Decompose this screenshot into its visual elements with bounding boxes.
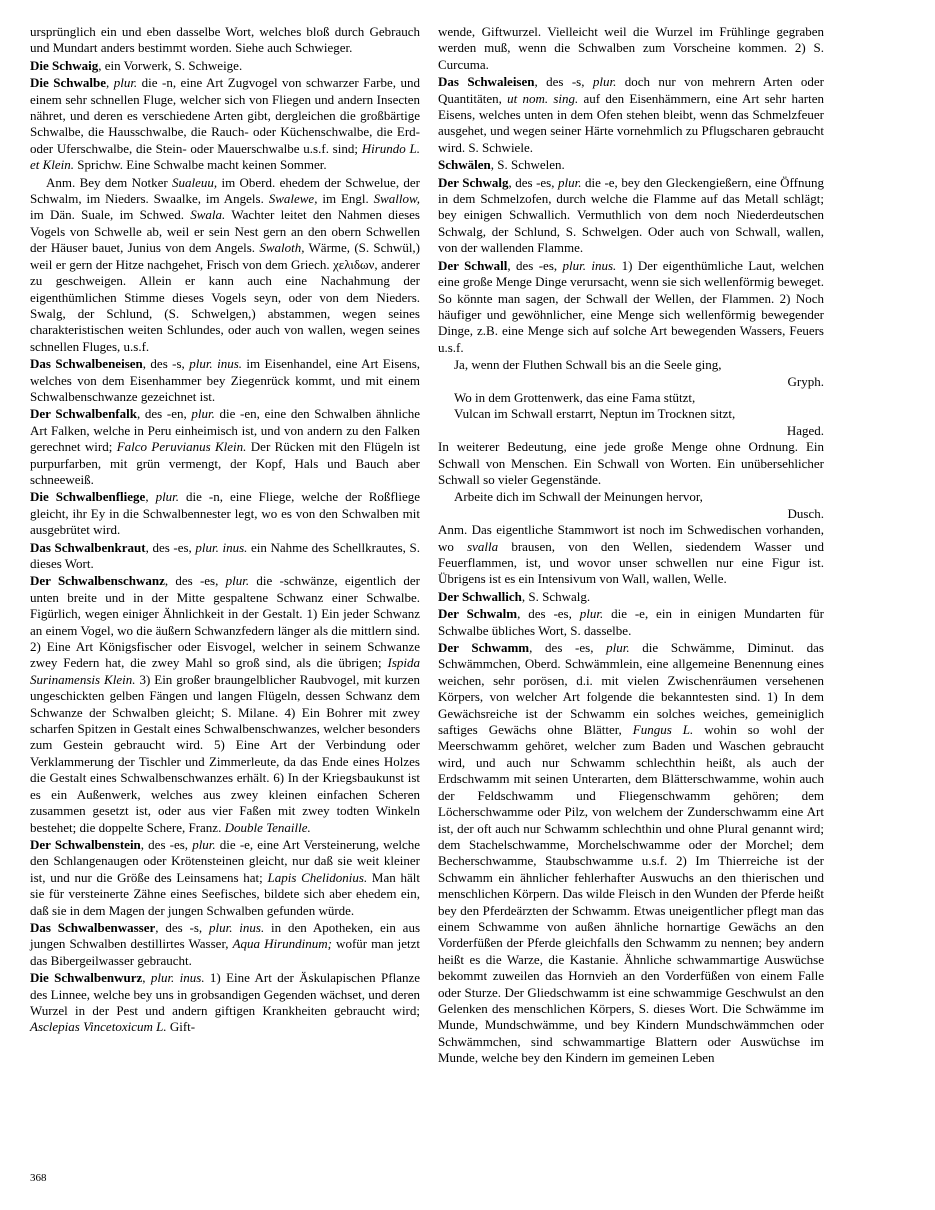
headword: Die Schwalbe: [30, 75, 106, 91]
quote-source: Dusch.: [787, 505, 824, 521]
quote-source: Haged.: [786, 422, 824, 438]
entry-schwalbenfalk: Der Schwalbenfalk, des -en, plur. die -en, eine den Schwalben ähnliche Art Falken, welche in Peru einheimisch ist, und von andern zu den Falken gerechnet wird; Falco Peruvianus Klein. Der Rücken mit den Flügeln ist purpurfarben, mit grün vermengt, der Kopf, Hals und Bauch aber schneeweiß.: [30, 406, 420, 487]
entry-schwallich: Der Schwallich, S. Schwalg.: [438, 588, 591, 604]
entry-schwalm: Der Schwalm, des -es, plur. die -e, ein in einigen Mundarten für Schwalbe übliches Wort, S. dasselbe.: [438, 606, 824, 638]
headword: Der Schwall: [438, 257, 508, 273]
entry-schwalbenfliege: Die Schwalbenfliege, plur. die -n, eine Fliege, welche der Roßfliege gleicht, ihr Ey in die Schwalbennester legt, wo es von den Schwalben mit ausgebrütet wird.: [30, 489, 421, 538]
page-number: 368: [30, 1172, 47, 1184]
paragraph-schwall-extended: In weiterer Bedeutung, eine jede große Menge ohne Ordnung. Ein Schwall von Menschen. Ein Schwall von Worten. Ein unübersehlicher Schwall so vieler Gegenstände.: [438, 439, 824, 487]
headword: Der Schwamm: [438, 640, 530, 656]
headword: Das Schwalbeneisen: [30, 356, 143, 372]
entry-schwaig: Die Schwaig, ein Vorwerk, S. Schweige.: [30, 57, 243, 73]
note-schwall: Anm. Das eigentliche Stammwort ist noch im Schwedischen vorhanden, wo svalla brausen, von den Wellen, siedendem Wasser und Feuerflammen, ist, und wovor unser schwellen nur eine Figur ist. Übrigens ist es ein Intensivum von Wall, wallen, Welle.: [438, 522, 824, 587]
left-column: [30, 24, 420, 1037]
headword: Der Schwalbenschwanz: [30, 573, 165, 589]
note-schwalbe: Anm. Bey dem Notker Sualeuu, im Oberd. ehedem der Schwelue, der Schwalm, im Nieders. Swaalke, im Angels. Swalewe, im Engl. Swallow, im Dän. Suale, im Schwed. Swala. Wachter leitet den Nahmen dieses Vogels von Schwelle ab, weil er sein Nest gern an den obern Schwellen der Häuser bauet, Junius von dem Angels. Swaloth, Wärme, (S. Schwül,) weil er gern der Hitze nachgehet, Frisch von dem Griech. χελιδων, anderer zu geschweigen. Allein er kann auch eine Nachahmung der eigenthümlichen Stimme dieses Vogels seyn, oder von dem Nieders. Swalg, der Schlund, (S. Schwelgen,) abstammen, wegen seines charakteristischen weiten Schlundes, oder auch von wallen, wegen seines schnellen Fluges, u.s.f.: [30, 174, 421, 354]
entry-schwalbenschwanz: Der Schwalbenschwanz, des -es, plur. die -schwänze, eigentlich der unten breite und in der Mitte gespaltene Schwanz einer Schwalbe. Figürlich, wegen einiger Ähnlichkeit in der Gestalt. 1) Ein jeder Schwanz an einem Vogel, wo die äußern Schwanzfedern länger als die mittlern sind. 2) Eine Art Königsfischer oder Eisvogel, welcher in seinem Schwanze zwey Federn hat, die zwey Mahl so groß sind, als die übrigen; Ispida Surinamensis Klein. 3) Ein großer braungelblicher Raubvogel, mit kurzen ungeschickten gelben Fängen und langen Flügeln, dessen Schwanz dem Schwanze der Schwalben gleicht; S. Milane. 4) Ein Bohrer mit zwey scharfen Spitzen in Gestalt eines Schwalbenschwanzes, welcher besonders zum Gestein gebraucht wird. 5) Eine Art der Verbindung oder Verklammerung der Tischler und Zimmerleute, da das Ende eines Holzes die Gestalt eines Schwalbenschwanzes erhält. 6) In der Kriegsbaukunst ist es ein Außenwerk, welches aus zwey kleinen einfachen Scheren zusammen gesetzt ist, oder aus vier Faßen mit zwey todten Winkeln bestehet; die doppelte Schere, Franz. Double Tenaille.: [30, 573, 420, 835]
entry-schwalbeneisen: Das Schwalbeneisen, des -s, plur. inus. im Eisenhandel, eine Art Eisens, welches von dem Eisenhammer bey Ziegenrück kommt, und mit einem Schwalbenschwanze gezeichnet ist.: [30, 356, 421, 404]
entry-schwaelen: Schwälen, S. Schwelen.: [438, 157, 565, 173]
headword: Das Schwalbenwasser: [30, 919, 156, 935]
right-column: [438, 24, 824, 1068]
headword: Die Schwalbenfliege: [30, 489, 146, 505]
headword: Der Schwalbenfalk: [30, 406, 137, 422]
entry-schwalbenwurz-continuation: wende, Giftwurzel. Vielleicht weil die Wurzel im Frühlinge gegraben werden muß, wenn die Schwalben zum Vorscheine kommen. 2) S. Curcuma.: [438, 24, 824, 72]
entry-schwall: Der Schwall, des -es, plur. inus. 1) Der eigenthümliche Laut, welchen eine große Menge Dinge verursacht, wenn sie sich wellenförmig beweget. So könnte man sagen, der Schwall der Wellen, der Flammen. 2) Noch häufiger und gewöhnlicher, eine Menge sich wellenförmig bewegender Dinge, z.B. eine Menge sich auf solche Art bewegenden Wassers, Feuers u.s.f.: [438, 257, 824, 355]
entry-schwalbenstein: Der Schwalbenstein, des -es, plur. die -e, eine Art Versteinerung, welche den Schlangenaugen oder Krötensteinen gleicht, nur daß sie weit kleiner ist, und nur die Größe des Leinsamens hat; Lapis Chelidonius. Man hält sie für versteinerte Zähne eines Seefisches, bildete sich aber ehedem ein, daß sie in dem Magen der jungen Schwalben gefunden würde.: [30, 836, 420, 918]
entry-schwaleisen: Das Schwaleisen, des -s, plur. doch nur von mehrern Arten oder Quantitäten, ut nom. sing. auf den Eisenhämmern, eine Art sehr harten Eisens, welches unten in dem Ofen stehen bleibt, wenn das Schmelzfeuer ausgehet, und wegen seiner Härte vornehmlich zu Pflugscharen gebraucht wird. S. Schwiele.: [438, 74, 825, 155]
headword: Die Schwalbenwurz: [30, 970, 143, 986]
headword: Der Schwalg: [438, 174, 509, 190]
entry-schwieger-continuation: ursprünglich ein und eben dasselbe Wort, welches bloß durch Gebrauch und Mundart anders bestimmt worden. Siehe auch Schwieger.: [30, 24, 420, 56]
entry-schwalbenkraut: Das Schwalbenkraut, des -es, plur. inus. ein Nahme des Schellkrautes, S. dieses Wort.: [30, 539, 420, 571]
entry-schwalbenwurz: Die Schwalbenwurz, plur. inus. 1) Eine Art der Äskulapischen Pflanze des Linnee, welche bey uns in grobsandigen Gegenden wächset, und deren Wurzel in der Pest und andern giftigen Krankheiten gebraucht wird; Asclepias Vincetoxicum L. Gift-: [30, 970, 421, 1035]
verse-quote: Vulcan im Schwall erstarrt, Neptun im Trocknen sitzt,: [454, 406, 736, 422]
entry-schwalbenwasser: Das Schwalbenwasser, des -s, plur. inus. in den Apotheken, ein aus jungen Schwalben destillirtes Wasser, Aqua Hirundinum; wofür man jetzt das Bibergeilwasser gebraucht.: [30, 919, 421, 968]
headword: Das Schwaleisen: [438, 74, 535, 90]
headword: Die Schwaig: [30, 57, 99, 73]
verse-quote: Arbeite dich im Schwall der Meinungen hervor,: [454, 489, 703, 505]
headword: Der Schwalbenstein: [30, 836, 141, 852]
headword: Schwälen: [438, 157, 491, 173]
verse-quote: Ja, wenn der Fluthen Schwall bis an die Seele ging,: [454, 357, 722, 373]
headword: Der Schwallich: [438, 588, 522, 604]
entry-schwamm: Der Schwamm, des -es, plur. die Schwämme, Diminut. das Schwämmchen, Oberd. Schwämmlein, eine allgemeine Benennung eines weichen, sehr porösen, d.i. mit vielen Zwischenräumen versehenen Körpers, von welcher Art folgende die bekanntesten sind. 1) In dem Gewächsreiche ist der Schwamm ein solches weiches, gemeiniglich saftiges Gewächs ohne Blätter, Fungus L. wohin so wohl der Meerschwamm gehöret, welcher zum Baden und Waschen gebraucht wird, und auch nur Schwamm schlechthin heißt, als auch der Erdschwamm mit seinen Unterarten, dem Blätterschwamme, wohin auch der Feldschwamm und Fliegenschwamm gehören; dem Löcherschwamme oder Pilz, von welchem der Zunderschwamm eine Art ist, der oft auch nur Schwamm schlechthin und ohne Plural genannt wird; dem Stachelschwamme, Morchelschwamme oder der Morchel; dem Becherschwamme, Staubschwamme u.s.f. 2) Im Thierreiche ist der Schwamm ein ähnlicher fehlerhafter Auswuchs an den thierischen und menschlichen Körpern. Das wilde Fleisch in den Wunden der Pferde heißt bey den Pferdeärzten der Schwamm. Etwas uneigentlicher pflegt man das einem Schwamme von außen ähnliche hornartige Gewächs an den Vorderfüßen der Pferde gleichfalls den Schwamm zu nennen; bey andern heißt es die Warze, die Kastanie. Ähnliche schwammartige Auswüchse bekommt zuweilen das Hornvieh an den Vorderfüßen von einem Falle oder Sturze. Der Gliedschwamm ist eine schwammige Geschwulst an den Gelenken des menschlichen Körpers, S. dieses Wort. Die Schwämme im Munde, Mundschwämme, und bey Kindern Mundschwämmchen oder Schwämmchen, sind schwammartige Blattern oder Auswüchse im Munde, welche bey den Kindern im gemeinen Leben: [438, 640, 824, 1066]
quote-source: Gryph.: [787, 373, 824, 389]
headword: Das Schwalbenkraut: [30, 539, 146, 555]
verse-quote: Wo in dem Grottenwerk, das eine Fama stützt,: [454, 389, 696, 405]
entry-schwalg: Der Schwalg, des -es, plur. die -e, bey den Gleckengießern, eine Öffnung in dem Schmelzofen, durch welche die Flamme auf das Metall schlägt; bey einigen Schwallich. Vermuthlich von dem noch Niederdeutschen Schwalg, der Schlund, S. Schwelgen. Oder auch von Schwall, wallen, von der wallenden Flamme.: [438, 174, 824, 256]
headword: Der Schwalm: [438, 606, 518, 622]
entry-schwalbe: Die Schwalbe, plur. die -n, eine Art Zugvogel von schwarzer Farbe, und einem sehr schnellen Fluge, welcher sich von Fliegen und andern Insecten nähret, und deren es verschiedene Arten gibt, dergleichen die großbärtige Schwalbe, die Hausschwalbe, die Rauch- oder Küchenschwalbe, die Erd- oder Uferschwalbe, die Stein- oder Mauerschwalbe u.s.f. sind; Hirundo L. et Klein. Sprichw. Eine Schwalbe macht keinen Sommer.: [30, 75, 421, 173]
